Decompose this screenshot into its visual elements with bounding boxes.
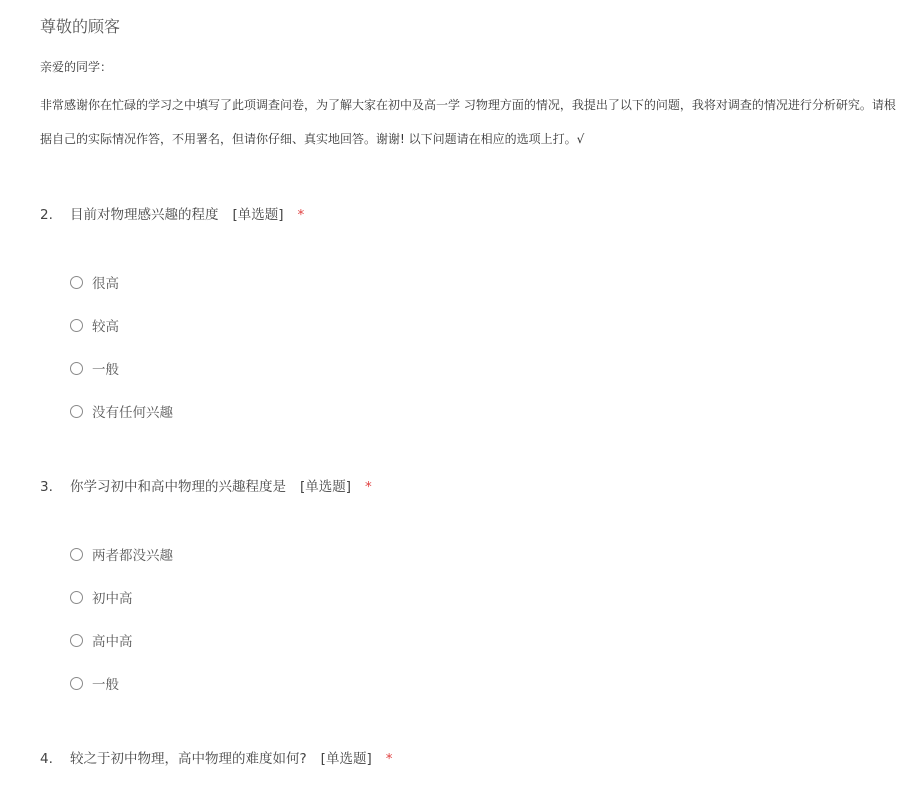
option-label: 一般 <box>92 362 119 378</box>
question-number: 3. <box>40 479 53 495</box>
option-2-c[interactable] <box>70 358 119 378</box>
option-2-a[interactable] <box>70 272 119 292</box>
question-number: 2. <box>40 207 53 223</box>
question-text: 目前对物理感兴趣的程度 <box>70 207 219 223</box>
question-4 <box>40 747 392 767</box>
radio-button[interactable] <box>70 276 83 289</box>
question-type: [单选题] <box>232 207 284 223</box>
radio-button[interactable] <box>70 677 83 690</box>
option-label: 初中高 <box>92 591 133 607</box>
option-label: 两者都没兴趣 <box>92 548 173 564</box>
question-2 <box>40 203 304 223</box>
option-label: 没有任何兴趣 <box>92 405 173 421</box>
survey-greeting: 亲爱的同学： <box>40 60 113 74</box>
required-marker: * <box>385 751 393 767</box>
required-marker: * <box>365 479 372 495</box>
question-type: [单选题] <box>320 751 372 767</box>
survey-title: 尊敬的顾客 <box>40 17 121 36</box>
option-3-c[interactable] <box>70 630 133 650</box>
option-label: 高中高 <box>92 634 133 650</box>
option-2-d[interactable] <box>70 401 173 421</box>
option-3-b[interactable] <box>70 587 133 607</box>
option-3-d[interactable] <box>70 673 119 693</box>
question-number: 4. <box>40 751 53 767</box>
radio-button[interactable] <box>70 362 83 375</box>
option-label: 一般 <box>92 677 119 693</box>
question-3 <box>40 475 372 495</box>
radio-button[interactable] <box>70 634 83 647</box>
option-label: 较高 <box>92 319 119 335</box>
option-3-a[interactable] <box>70 544 173 564</box>
question-text: 较之于初中物理，高中物理的难度如何? <box>70 751 307 767</box>
radio-button[interactable] <box>70 405 83 418</box>
radio-button[interactable] <box>70 548 83 561</box>
question-type: [单选题] <box>300 479 352 495</box>
required-marker: * <box>297 207 305 223</box>
radio-button[interactable] <box>70 591 83 604</box>
radio-button[interactable] <box>70 319 83 332</box>
survey-intro: 非常感谢你在忙碌的学习之中填写了此项调查问卷，为了解大家在初中及高一学 习物理方面的情况，我提出了以下的问题，我将对调查的情况进行分析研究。请根据自己的实际情况作答，不用署名，但请你仔细、真实地回答。谢谢! 以下问题请在相应的选项上打。√ <box>40 98 896 146</box>
option-2-b[interactable] <box>70 315 119 335</box>
question-text: 你学习初中和高中物理的兴趣程度是 <box>70 479 286 495</box>
option-label: 很高 <box>92 276 119 292</box>
